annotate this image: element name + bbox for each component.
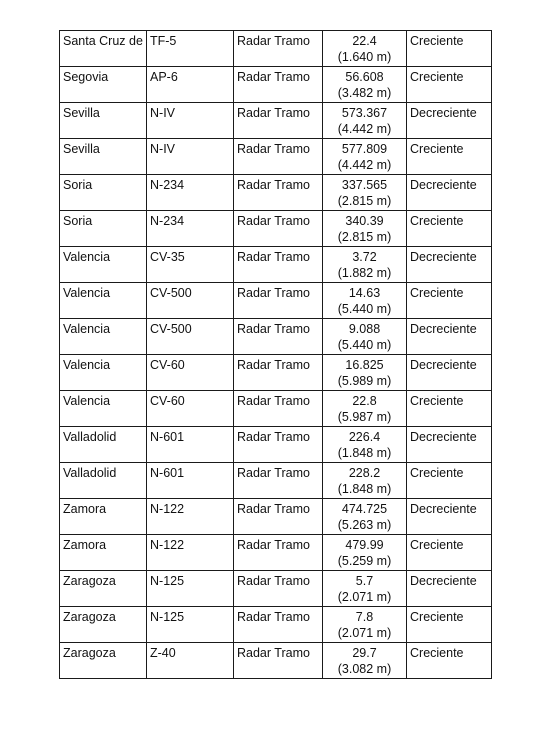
kilometer-point-cell — [323, 535, 407, 571]
kilometer-point-cell — [323, 355, 407, 391]
section-length-value: (5.987 m) — [337, 410, 392, 424]
province-cell: Sevilla — [60, 103, 147, 139]
direction-cell: Creciente — [407, 607, 492, 643]
province-cell: Soria — [60, 175, 147, 211]
kilometer-point-cell — [323, 175, 407, 211]
section-length-value: (5.440 m) — [337, 302, 392, 316]
kilometer-point-cell — [323, 499, 407, 535]
section-length-value: (2.815 m) — [337, 230, 392, 244]
section-length-value: (2.815 m) — [337, 194, 392, 208]
radar-table — [59, 30, 492, 679]
province-cell: Valencia — [60, 391, 147, 427]
kilometer-point-value: 9.088 — [348, 322, 381, 336]
kilometer-point-value: 573.367 — [341, 106, 388, 120]
province-cell: Segovia — [60, 67, 147, 103]
section-length-value: (2.071 m) — [337, 590, 392, 604]
section-length-value: (1.848 m) — [337, 482, 392, 496]
direction-cell: Creciente — [407, 67, 492, 103]
kilometer-point-cell — [323, 427, 407, 463]
table-row — [60, 463, 492, 499]
province-cell: Valencia — [60, 247, 147, 283]
direction-cell: Decreciente — [407, 247, 492, 283]
kilometer-point-value: 228.2 — [348, 466, 381, 480]
kilometer-point-value: 16.825 — [345, 358, 384, 372]
road-cell: N-601 — [147, 463, 234, 499]
road-cell: CV-35 — [147, 247, 234, 283]
kilometer-point-cell — [323, 67, 407, 103]
kilometer-point-value: 22.4 — [352, 34, 377, 48]
direction-cell: Decreciente — [407, 427, 492, 463]
table-row — [60, 139, 492, 175]
province-cell: Zaragoza — [60, 643, 147, 679]
direction-cell: Creciente — [407, 463, 492, 499]
kilometer-point-cell — [323, 139, 407, 175]
table-row — [60, 31, 492, 67]
province-cell: Valencia — [60, 355, 147, 391]
kilometer-point-value: 479.99 — [345, 538, 384, 552]
kilometer-point-cell — [323, 283, 407, 319]
radar-type-cell: Radar Tramo — [234, 103, 323, 139]
kilometer-point-value: 337.565 — [341, 178, 388, 192]
table-row — [60, 283, 492, 319]
road-cell: CV-60 — [147, 355, 234, 391]
kilometer-point-cell — [323, 607, 407, 643]
section-length-value: (4.442 m) — [337, 122, 392, 136]
section-length-value: (4.442 m) — [337, 158, 392, 172]
kilometer-point-cell — [323, 103, 407, 139]
road-cell: N-IV — [147, 139, 234, 175]
radar-type-cell: Radar Tramo — [234, 427, 323, 463]
radar-table-body — [60, 31, 492, 679]
kilometer-point-cell — [323, 571, 407, 607]
kilometer-point-cell — [323, 211, 407, 247]
radar-type-cell: Radar Tramo — [234, 463, 323, 499]
direction-cell: Decreciente — [407, 571, 492, 607]
province-cell: Zamora — [60, 499, 147, 535]
kilometer-point-value: 14.63 — [348, 286, 381, 300]
direction-cell: Creciente — [407, 31, 492, 67]
radar-type-cell: Radar Tramo — [234, 391, 323, 427]
kilometer-point-value: 22.8 — [352, 394, 377, 408]
section-length-value: (1.640 m) — [337, 50, 392, 64]
radar-type-cell: Radar Tramo — [234, 535, 323, 571]
road-cell: CV-60 — [147, 391, 234, 427]
radar-type-cell: Radar Tramo — [234, 319, 323, 355]
road-cell: N-234 — [147, 211, 234, 247]
kilometer-point-value: 340.39 — [345, 214, 384, 228]
table-row — [60, 103, 492, 139]
table-row — [60, 175, 492, 211]
kilometer-point-value: 3.72 — [352, 250, 377, 264]
table-row — [60, 535, 492, 571]
kilometer-point-value: 7.8 — [355, 610, 374, 624]
radar-type-cell: Radar Tramo — [234, 247, 323, 283]
radar-type-cell: Radar Tramo — [234, 355, 323, 391]
direction-cell: Creciente — [407, 283, 492, 319]
province-cell: Valencia — [60, 283, 147, 319]
radar-type-cell: Radar Tramo — [234, 643, 323, 679]
road-cell: N-122 — [147, 535, 234, 571]
radar-type-cell: Radar Tramo — [234, 607, 323, 643]
radar-type-cell: Radar Tramo — [234, 283, 323, 319]
direction-cell: Decreciente — [407, 103, 492, 139]
direction-cell: Decreciente — [407, 355, 492, 391]
kilometer-point-value: 5.7 — [355, 574, 374, 588]
province-cell: Sevilla — [60, 139, 147, 175]
table-row — [60, 499, 492, 535]
table-row — [60, 319, 492, 355]
direction-cell: Creciente — [407, 535, 492, 571]
direction-cell: Creciente — [407, 139, 492, 175]
radar-type-cell: Radar Tramo — [234, 175, 323, 211]
direction-cell: Decreciente — [407, 175, 492, 211]
kilometer-point-value: 226.4 — [348, 430, 381, 444]
section-length-value: (3.082 m) — [337, 662, 392, 676]
province-cell: Valladolid — [60, 427, 147, 463]
section-length-value: (5.259 m) — [337, 554, 392, 568]
direction-cell: Decreciente — [407, 319, 492, 355]
table-row — [60, 67, 492, 103]
direction-cell: Decreciente — [407, 499, 492, 535]
province-cell: Soria — [60, 211, 147, 247]
direction-cell: Creciente — [407, 391, 492, 427]
radar-type-cell: Radar Tramo — [234, 139, 323, 175]
province-cell: Valladolid — [60, 463, 147, 499]
table-row — [60, 643, 492, 679]
road-cell: N-601 — [147, 427, 234, 463]
radar-type-cell: Radar Tramo — [234, 211, 323, 247]
section-length-value: (2.071 m) — [337, 626, 392, 640]
kilometer-point-value: 474.725 — [341, 502, 388, 516]
section-length-value: (1.882 m) — [337, 266, 392, 280]
section-length-value: (5.440 m) — [337, 338, 392, 352]
province-cell: Zamora — [60, 535, 147, 571]
table-row — [60, 211, 492, 247]
kilometer-point-value: 577.809 — [341, 142, 388, 156]
kilometer-point-value: 56.608 — [345, 70, 384, 84]
kilometer-point-cell — [323, 247, 407, 283]
section-length-value: (5.263 m) — [337, 518, 392, 532]
road-cell: N-IV — [147, 103, 234, 139]
section-length-value: (5.989 m) — [337, 374, 392, 388]
section-length-value: (3.482 m) — [337, 86, 392, 100]
radar-type-cell: Radar Tramo — [234, 31, 323, 67]
radar-type-cell: Radar Tramo — [234, 571, 323, 607]
direction-cell: Creciente — [407, 211, 492, 247]
radar-type-cell: Radar Tramo — [234, 499, 323, 535]
table-row — [60, 247, 492, 283]
table-row — [60, 391, 492, 427]
road-cell: N-234 — [147, 175, 234, 211]
road-cell: CV-500 — [147, 319, 234, 355]
road-cell: N-125 — [147, 607, 234, 643]
radar-type-cell: Radar Tramo — [234, 67, 323, 103]
road-cell: AP-6 — [147, 67, 234, 103]
road-cell: CV-500 — [147, 283, 234, 319]
province-cell: Zaragoza — [60, 571, 147, 607]
province-cell: Santa Cruz de — [60, 31, 147, 67]
table-row — [60, 607, 492, 643]
province-cell: Zaragoza — [60, 607, 147, 643]
table-row — [60, 571, 492, 607]
road-cell: N-122 — [147, 499, 234, 535]
road-cell: TF-5 — [147, 31, 234, 67]
section-length-value: (1.848 m) — [337, 446, 392, 460]
kilometer-point-cell — [323, 31, 407, 67]
kilometer-point-cell — [323, 463, 407, 499]
kilometer-point-cell — [323, 319, 407, 355]
kilometer-point-cell — [323, 391, 407, 427]
province-cell: Valencia — [60, 319, 147, 355]
table-row — [60, 355, 492, 391]
direction-cell: Creciente — [407, 643, 492, 679]
table-row — [60, 427, 492, 463]
road-cell: N-125 — [147, 571, 234, 607]
kilometer-point-cell — [323, 643, 407, 679]
road-cell: Z-40 — [147, 643, 234, 679]
kilometer-point-value: 29.7 — [352, 646, 377, 660]
